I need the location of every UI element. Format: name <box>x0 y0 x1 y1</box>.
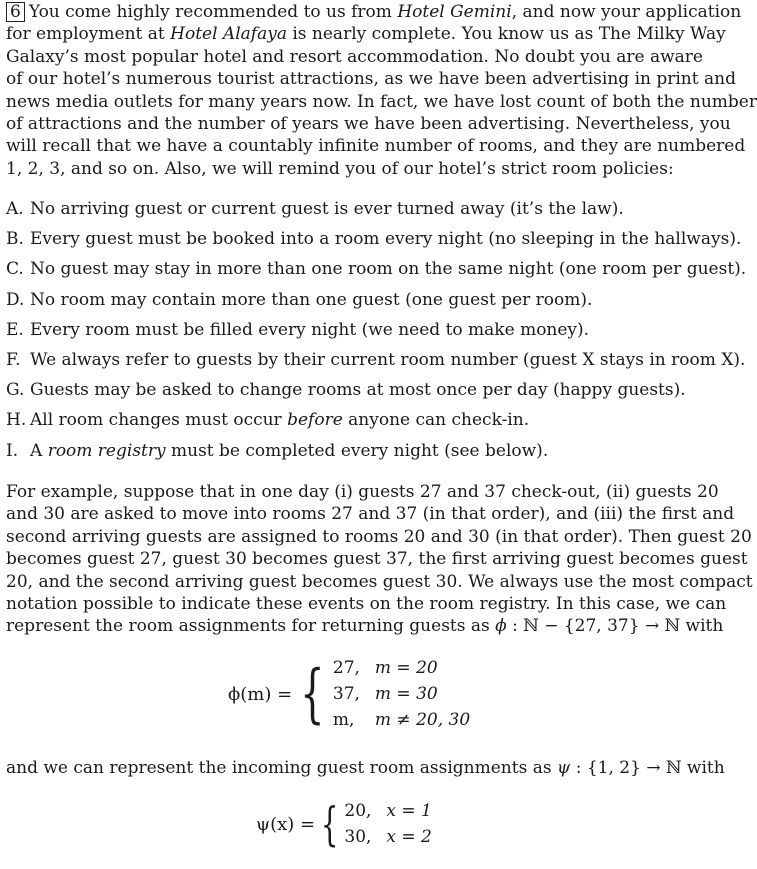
case-condition: x = 1 <box>386 801 432 821</box>
italic-text: Hotel Alafaya <box>170 24 287 45</box>
text-line: notation possible to indicate these events on the room registry. In this case, we can <box>6 594 727 615</box>
case-condition: m = 30 <box>374 684 438 704</box>
text-line: Galaxy’s most popular hotel and resort accommodation. No doubt you are aware <box>6 46 703 67</box>
policy-item <box>6 285 678 315</box>
case-row <box>344 798 431 824</box>
policy-text: We always refer to guests by their current room number (guest X stays in room X). <box>30 349 746 370</box>
policy-item <box>6 345 746 375</box>
policy-item <box>6 194 678 224</box>
phi-definition <box>6 655 678 733</box>
policy-label: E. <box>6 319 24 340</box>
policy-label: I. <box>6 440 19 461</box>
case-condition: m ≠ 20, 30 <box>374 710 471 730</box>
policy-text: Every guest must be booked into a room every night (no sleeping in the hallways). <box>30 229 742 250</box>
case-row <box>333 681 470 707</box>
policy-label: G. <box>6 380 25 401</box>
policy-item <box>6 405 678 435</box>
psi-sentence <box>6 757 725 779</box>
policy-label: F. <box>6 349 21 370</box>
italic-text: room registry <box>47 440 166 461</box>
text-line: and 30 are asked to move into rooms 27 and 37 (in that order), and (iii) the first and <box>6 504 735 525</box>
phi-left-brace: { <box>300 657 325 731</box>
policy-text: Every room must be filled every night (we need to make money). <box>30 319 590 340</box>
policy-label: D. <box>6 289 25 310</box>
intro-paragraph <box>6 1 757 180</box>
text-line: For example, suppose that in one day (i) guests 27 and 37 check-out, (ii) guests 20 <box>6 482 719 502</box>
case-row <box>344 824 431 850</box>
policy-item <box>6 254 747 284</box>
phi-cases <box>333 655 470 733</box>
psi-lhs: ψ(x) = <box>256 813 316 835</box>
text-line: becomes guest 27, guest 30 becomes guest 37, the first arriving guest becomes guest <box>6 549 748 570</box>
text-line: 1, 2, 3, and so on. Also, we will remind you of our hotel’s strict room policies: <box>6 158 674 179</box>
psi-left-brace: { <box>320 797 339 851</box>
case-value: 27, <box>332 658 360 678</box>
text-line: 6 You come highly recommended to us from Hotel Gemini, and now your application <box>6 1 678 23</box>
text-line: for employment at Hotel Alafaya is nearly complete. You know us as The Milky Way <box>6 24 726 45</box>
case-value: 30, <box>344 827 372 847</box>
italic-text: ϕ <box>495 616 507 637</box>
case-row <box>333 655 470 681</box>
case-row <box>333 707 470 733</box>
policy-text: All room changes must occur before anyone can check-in. <box>30 410 530 431</box>
text-line: news media outlets for many years now. In fact, we have lost count of both the number <box>6 91 757 112</box>
policy-label: B. <box>6 229 24 250</box>
text-line: second arriving guests are assigned to rooms 20 and 30 (in that order). Then guest 20 <box>6 526 752 547</box>
problem-number-box: 6 <box>6 2 25 22</box>
example-paragraph <box>6 481 753 638</box>
text-line: and we can represent the incoming guest room assignments as ψ : {1, 2} → ℕ with <box>6 758 725 778</box>
policy-item <box>6 436 678 466</box>
policy-text: No arriving guest or current guest is ever turned away (it’s the law). <box>30 199 624 219</box>
policy-item <box>6 375 686 405</box>
policy-label: H. <box>6 410 27 431</box>
phi-lhs: ϕ(m) = <box>228 683 293 705</box>
policy-label: C. <box>6 259 24 280</box>
case-condition: x = 2 <box>386 827 432 847</box>
italic-text: before <box>287 410 343 431</box>
case-condition: m = 20 <box>374 658 438 678</box>
case-value: m, <box>332 710 355 730</box>
case-value: 20, <box>344 801 372 821</box>
policy-text: No guest may stay in more than one room on the same night (one room per guest). <box>30 259 747 280</box>
italic-text: ψ <box>556 758 571 778</box>
policy-item <box>6 315 678 345</box>
text-line: 20, and the second arriving guest becomes guest 30. We always use the most compact <box>6 571 753 592</box>
psi-cases <box>344 798 431 850</box>
text-line: will recall that we have a countably infinite number of rooms, and they are numbered <box>6 136 746 157</box>
text-line: of attractions and the number of years we have been advertising. Nevertheless, you <box>6 114 731 135</box>
room-policies-list <box>6 194 747 466</box>
policy-text: No room may contain more than one guest (one guest per room). <box>30 289 593 310</box>
case-value: 37, <box>332 684 360 704</box>
policy-label: A. <box>6 199 24 219</box>
text-line: represent the room assignments for returning guests as ϕ : ℕ − {27, 37} → ℕ with <box>6 616 724 637</box>
policy-item <box>6 224 742 254</box>
policy-text: A room registry must be completed every night (see below). <box>30 440 549 461</box>
italic-text: Hotel Gemini <box>397 2 512 22</box>
psi-definition <box>6 798 678 850</box>
text-line: of our hotel’s numerous tourist attractions, as we have been advertising in print and <box>6 69 736 90</box>
policy-text: Guests may be asked to change rooms at most once per day (happy guests). <box>30 380 686 401</box>
